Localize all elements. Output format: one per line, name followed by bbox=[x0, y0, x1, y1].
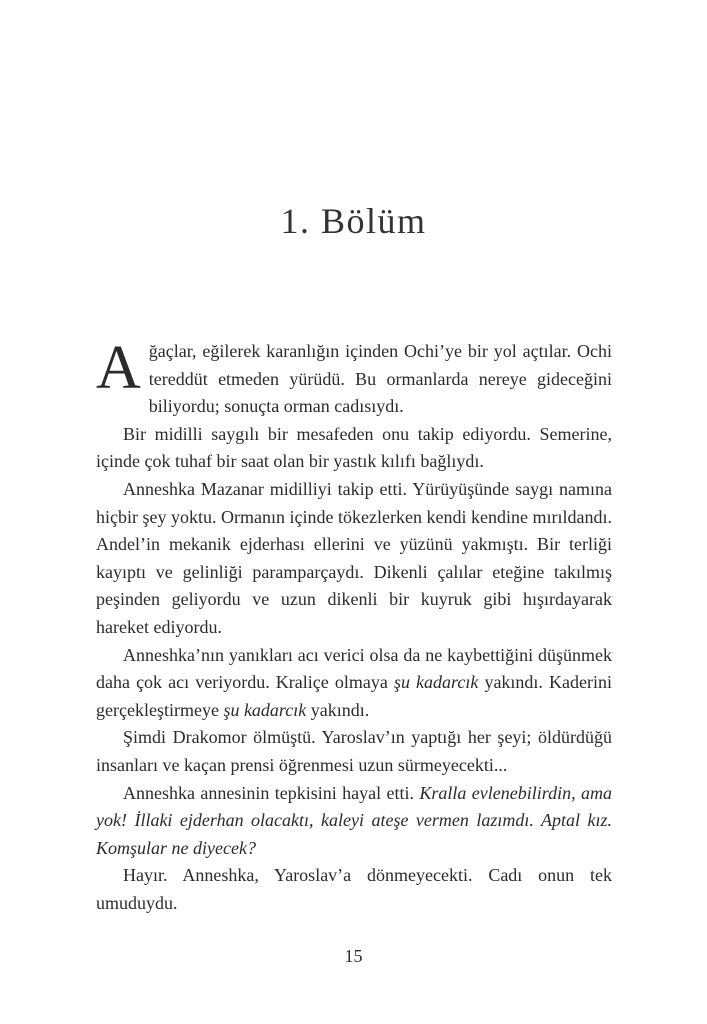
paragraph-6 bbox=[96, 780, 612, 863]
chapter-title: 1. Bölüm bbox=[280, 201, 427, 241]
drop-cap: A bbox=[96, 334, 141, 402]
paragraph-4-text-a: Anneshka’nın yanıkları acı verici olsa da ne kaybettiğini düşünmek daha çok acı veriyordu. Kraliçe olmaya bbox=[96, 644, 612, 693]
paragraph-4-emphasis-1: şu kadarcık bbox=[393, 672, 479, 693]
paragraph-1 bbox=[96, 334, 612, 421]
chapter-body bbox=[96, 334, 613, 917]
paragraph-2: Bir midilli saygılı bir mesafeden onu takip ediyordu. Semerine, içinde çok tuhaf bir saat olan bir yastık kılıfı bağlıydı. bbox=[96, 423, 612, 472]
paragraph-7: Hayır. Anneshka, Yaroslav’a dönmeyecekti. Cadı onun tek umuduydu. bbox=[96, 865, 612, 913]
paragraph-4-text-c: yakındı. Kaderini gerçekleştirmeye bbox=[96, 672, 612, 720]
paragraph-6-emphasis: Kralla evlenebilirdin, ama yok! İllaki ejderhan olacaktı, kaleyi ateşe vermen lazımdı. Aptal kız. Komşular ne diyecek? bbox=[96, 782, 613, 858]
paragraph-6-text-a: Anneshka annesinin tepkisini hayal etti. bbox=[123, 782, 420, 803]
paragraph-4-emphasis-2: şu kadarcık bbox=[223, 699, 307, 720]
paragraph-4 bbox=[96, 642, 612, 725]
paragraph-5: Şimdi Drakomor ölmüştü. Yaroslav’ın yaptığı her şeyi; öldürdüğü insanları ve kaçan prensi öğrenmesi uzun sürmeyecekti... bbox=[96, 727, 612, 775]
page-number: 15 bbox=[344, 946, 363, 966]
paragraph-4-text-e: yakındı. bbox=[306, 699, 370, 720]
paragraph-3: Anneshka Mazanar midilliyi takip etti. Yürüyüşünde saygı namına hiçbir şey yoktu. Ormanın içinde tökezlerken kendi kendine mırıldandı. Andel’in mekanik ejderhası ellerini ve yüzünü yakmıştı. Bir terliği kayıptı ve gelinliği paramparçaydı. Dikenli çalılar eteğine takılmış peşinden geliyordu ve uzun dikenli bir kuyruk gibi hışırdayarak hareket ediyordu. bbox=[96, 478, 612, 637]
paragraph-1-text: ğaçlar, eğilerek karanlığın içinden Ochi’ye bir yol açtılar. Ochi tereddüt etmeden yürüdü. Bu ormanlarda nereye gideceğini biliyordu; sonuçta orman cadısıydı. bbox=[148, 341, 612, 417]
